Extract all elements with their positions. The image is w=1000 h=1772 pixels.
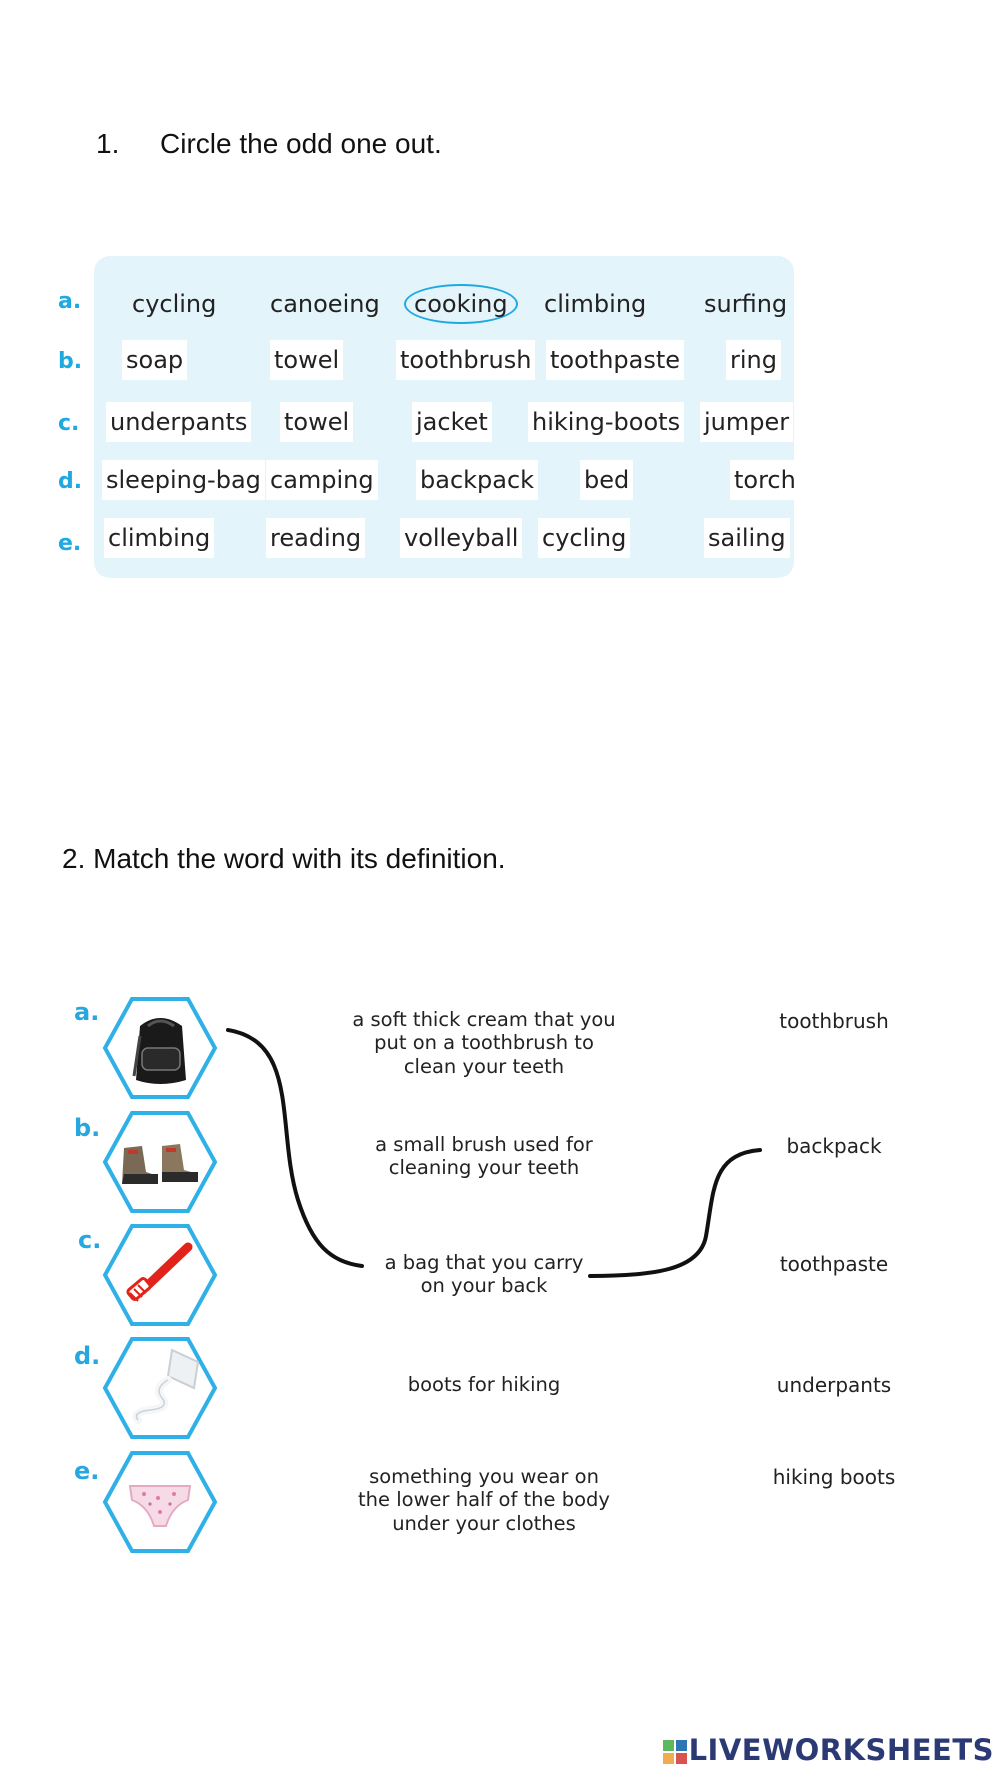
match-word-backpack[interactable]: backpack: [786, 1134, 882, 1158]
exercise-1-instruction: Circle the odd one out.: [160, 128, 442, 159]
match-line-backpack: [228, 1030, 362, 1266]
word-option[interactable]: surfing: [704, 290, 788, 318]
definition-line: boots for hiking: [407, 1373, 561, 1396]
row-letter-c: c.: [58, 411, 80, 436]
word-option[interactable]: ring: [726, 340, 781, 380]
definition-line: clean your teeth: [403, 1054, 565, 1078]
word-option[interactable]: canoeing: [270, 290, 380, 318]
word-option[interactable]: hiking-boots: [528, 402, 684, 442]
word-option[interactable]: torch: [730, 460, 800, 500]
exercise-1-number: 1.: [96, 128, 120, 159]
row-letter-a: a.: [58, 289, 82, 314]
definition-line: something you wear on: [369, 1465, 599, 1488]
item-letter-d: d.: [74, 1342, 101, 1370]
match-word-hiking-boots[interactable]: hiking boots: [772, 1465, 896, 1489]
definition-line: a bag that you carry: [384, 1251, 584, 1274]
word-option[interactable]: towel: [280, 402, 353, 442]
word-option[interactable]: underpants: [106, 402, 251, 442]
word-option[interactable]: sleeping-bag: [102, 460, 265, 500]
word-option[interactable]: reading: [266, 518, 365, 558]
match-word-toothbrush[interactable]: toothbrush: [779, 1009, 889, 1033]
word-option[interactable]: soap: [122, 340, 187, 380]
item-letter-a: a.: [74, 998, 100, 1026]
word-option[interactable]: cycling: [132, 290, 217, 318]
word-option[interactable]: cycling: [538, 518, 630, 558]
definition-line: on your back: [420, 1274, 548, 1298]
definition-line: the lower half of the body: [358, 1488, 610, 1512]
word-option[interactable]: camping: [266, 460, 378, 500]
brand-name: LIVEWORKSHEETS: [688, 1733, 994, 1767]
match-word-toothpaste[interactable]: toothpaste: [779, 1252, 889, 1276]
definition-line: a soft thick cream that you: [352, 1008, 616, 1031]
definition-line: a small brush used for: [375, 1133, 593, 1156]
definition-line: put on a toothbrush to: [374, 1031, 594, 1055]
word-option[interactable]: sailing: [704, 518, 790, 558]
liveworksheets-logo: [663, 1733, 994, 1767]
item-letter-c: c.: [78, 1226, 102, 1254]
word-option[interactable]: bed: [580, 460, 633, 500]
word-option[interactable]: volleyball: [400, 518, 522, 558]
word-option[interactable]: toothpaste: [546, 340, 684, 380]
row-letter-b: b.: [58, 349, 83, 374]
logo-blocks-icon: [663, 1740, 687, 1764]
row-letter-e: e.: [58, 531, 82, 556]
word-option[interactable]: jumper: [700, 402, 793, 442]
word-option[interactable]: backpack: [416, 460, 538, 500]
match-word-underpants[interactable]: underpants: [776, 1373, 892, 1397]
exercise-2-instruction: 2. Match the word with its definition.: [62, 843, 506, 874]
item-letter-e: e.: [74, 1457, 100, 1485]
word-option[interactable]: climbing: [544, 290, 647, 318]
word-option[interactable]: jacket: [412, 402, 492, 442]
word-option[interactable]: toothbrush: [396, 340, 535, 380]
item-letter-b: b.: [74, 1114, 101, 1142]
word-option[interactable]: climbing: [104, 518, 214, 558]
word-option[interactable]: towel: [270, 340, 343, 380]
row-letter-d: d.: [58, 469, 83, 494]
definition-line: cleaning your teeth: [388, 1156, 580, 1180]
definition-line: under your clothes: [392, 1511, 576, 1535]
word-option-circled[interactable]: cooking: [404, 284, 518, 324]
match-line-bag-definition: [590, 1150, 760, 1276]
